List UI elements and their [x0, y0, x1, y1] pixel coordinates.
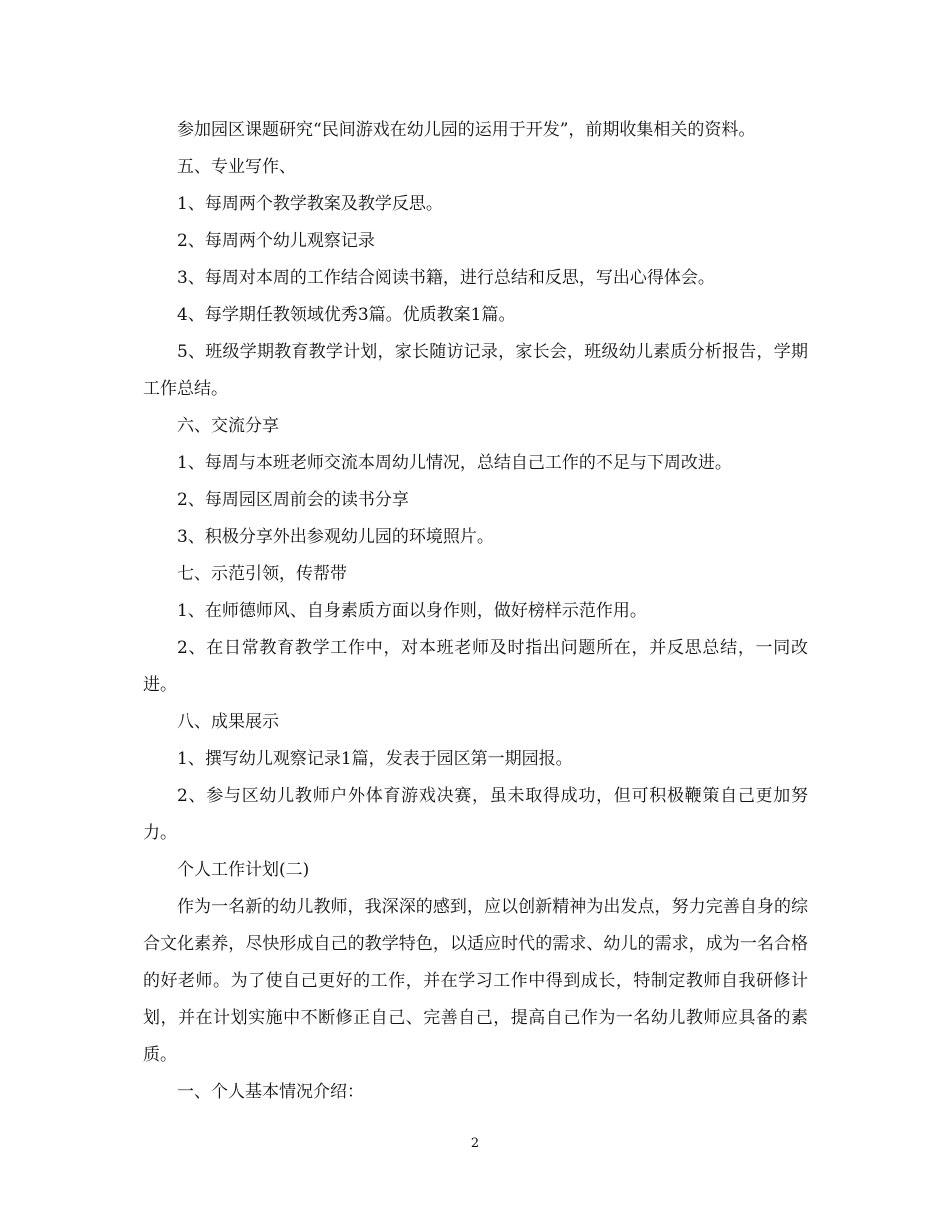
list-item: 1、撰写幼儿观察记录1篇，发表于园区第一期园报。: [177, 749, 573, 769]
list-item: 1、每周两个教学教案及教学反思。: [177, 194, 443, 214]
list-item: 2、参与区幼儿教师户外体育游戏决赛，虽未取得成功，但可积极鞭策自己更加努力。: [143, 786, 808, 843]
heading-professional-writing: 五、专业写作、: [177, 157, 296, 177]
list-item: 4、每学期任教领域优秀3篇。优质教案1篇。: [177, 305, 516, 325]
list-item: 3、每周对本周的工作结合阅读书籍，进行总结和反思，写出心得体会。: [177, 268, 715, 288]
heading-personal-info: 一、个人基本情况介绍：: [177, 1082, 364, 1102]
section-title-plan-two: 个人工作计划(二): [177, 860, 310, 880]
list-item: 2、每周两个幼儿观察记录: [177, 231, 375, 251]
document-body: [143, 112, 808, 1111]
list-item: 5、班级学期教育教学计划，家长随访记录，家长会，班级幼儿素质分析报告，学期工作总结。: [143, 342, 808, 399]
list-item: 2、每周园区周前会的读书分享: [177, 490, 409, 510]
list-item: 1、在师德师风、自身素质方面以身作则，做好榜样示范作用。: [177, 601, 647, 621]
paragraph-research: 参加园区课题研究“民间游戏在幼儿园的运用于开发”，前期收集相关的资料。: [177, 120, 756, 140]
paragraph-intro: 作为一名新的幼儿教师，我深深的感到，应以创新精神为出发点，努力完善自身的综合文化素养，尽快形成自己的教学特色，以适应时代的需求、幼儿的需求，成为一名合格的好老师。为了使自己更好的工作，并在学习工作中得到成长，特制定教师自我研修计划，并在计划实施中不断修正自己、完善自己，提高自己作为一名幼儿教师应具备的素质。: [143, 897, 808, 1065]
list-item: 1、每周与本班老师交流本周幼儿情况，总结自己工作的不足与下周改进。: [177, 453, 732, 473]
list-item: 3、积极分享外出参观幼儿园的环境照片。: [177, 527, 494, 547]
heading-mentoring: 七、示范引领，传帮带: [177, 564, 347, 584]
page-number: 2: [470, 1136, 480, 1151]
heading-achievements: 八、成果展示: [177, 712, 279, 732]
list-item: 2、在日常教育教学工作中，对本班老师及时指出问题所在，并反思总结，一同改进。: [143, 638, 808, 695]
heading-sharing: 六、交流分享: [177, 416, 279, 436]
